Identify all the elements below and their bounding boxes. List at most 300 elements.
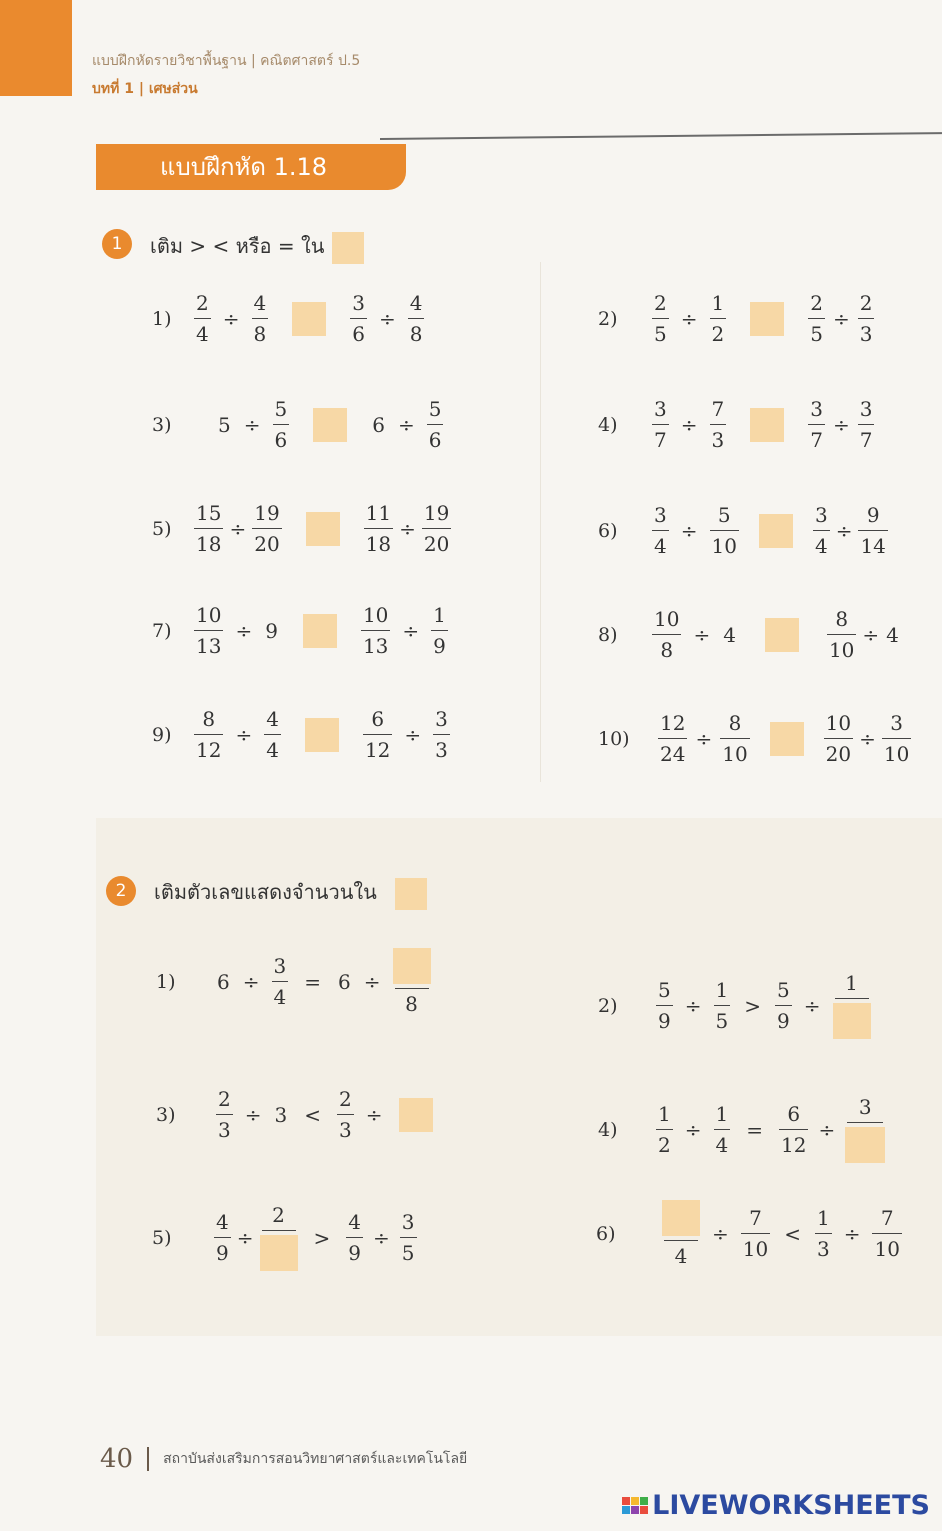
fraction-bar [710, 424, 727, 425]
divide-sign: ÷ [404, 722, 422, 747]
problem-label: 8) [598, 623, 618, 646]
denominator: 12 [781, 1133, 807, 1157]
problem-label: 2) [598, 994, 618, 1017]
fraction [714, 979, 731, 1032]
fraction [824, 712, 853, 765]
numerator: 6 [787, 1102, 801, 1126]
fraction [194, 502, 223, 555]
fraction [346, 1211, 363, 1264]
denominator: 5 [715, 1009, 729, 1033]
s2-problem-3 [156, 1088, 433, 1141]
divide-sign: ÷ [684, 993, 702, 1018]
divide-sign: ÷ [399, 516, 416, 541]
s1-problem-3 [152, 398, 445, 451]
problem-label: 3) [152, 413, 172, 436]
s2-problem-2 [598, 972, 873, 1039]
denominator: 9 [348, 1241, 361, 1265]
denominator: 6 [352, 322, 365, 346]
answer-box[interactable] [393, 948, 431, 984]
problem-label: 4) [598, 413, 618, 436]
fraction [361, 604, 390, 657]
whole-number: 3 [274, 1102, 288, 1127]
denominator: 4 [196, 322, 209, 346]
fraction [350, 292, 367, 345]
divide-sign: ÷ [235, 722, 253, 747]
denominator: 6 [274, 428, 288, 452]
numerator: 8 [835, 607, 849, 631]
page-footer [100, 1444, 467, 1474]
fraction [252, 292, 269, 345]
numerator: 3 [859, 397, 873, 421]
fraction [813, 504, 830, 557]
fraction [815, 1207, 832, 1260]
denominator: 6 [428, 428, 442, 452]
answer-box[interactable] [313, 408, 347, 442]
denominator: 4 [266, 738, 279, 762]
denominator: 4 [814, 534, 828, 558]
denominator: 3 [816, 1237, 830, 1261]
numerator: 10 [362, 603, 389, 627]
fraction-bar [656, 1005, 673, 1006]
fraction [252, 502, 281, 555]
fraction [427, 398, 444, 451]
fraction-bar [252, 318, 269, 319]
s1-problem-1 [152, 292, 426, 345]
section1-number-badge: 1 [102, 229, 132, 259]
fraction [337, 1088, 354, 1141]
fraction-bar [827, 634, 856, 635]
fraction-bar [350, 318, 367, 319]
divide-sign: ÷ [859, 726, 876, 751]
fraction-bar [652, 318, 669, 319]
denominator: 9 [658, 1009, 671, 1033]
fraction [710, 398, 727, 451]
numerator: 2 [218, 1087, 231, 1111]
problem-label: 3) [156, 1103, 176, 1126]
fraction [273, 398, 290, 451]
numerator: 10 [654, 607, 680, 631]
fraction [408, 292, 425, 345]
fraction [775, 979, 792, 1032]
numerator: 3 [654, 503, 667, 527]
divide-sign: ÷ [229, 516, 247, 541]
denominator: 20 [254, 532, 280, 556]
s1-problem-5 [152, 502, 453, 555]
answer-box[interactable] [303, 614, 337, 648]
divider [380, 132, 942, 140]
numerator: 1 [711, 291, 725, 315]
problem-label: 9) [152, 723, 172, 746]
answer-box[interactable] [750, 408, 784, 442]
answer-box[interactable] [833, 1003, 871, 1039]
fraction [264, 708, 281, 761]
numerator: 3 [435, 707, 448, 731]
fraction-bar [400, 1237, 417, 1238]
numerator: 4 [216, 1210, 229, 1234]
fraction [216, 1088, 233, 1141]
s2-problem-4 [598, 1096, 887, 1163]
fraction-bar [363, 734, 392, 735]
problem-label: 10) [598, 727, 630, 750]
denominator: 2 [711, 322, 725, 346]
numerator: 4 [409, 291, 423, 315]
numerator: 5 [428, 397, 442, 421]
numerator: 2 [859, 291, 873, 315]
whole-number: 4 [886, 622, 899, 647]
problem-label: 6) [596, 1222, 616, 1245]
numerator: 3 [401, 1210, 415, 1234]
numerator: 8 [202, 707, 216, 731]
numerator: 3 [858, 1095, 872, 1119]
divide-sign: ÷ [835, 518, 853, 543]
numerator: 9 [866, 503, 880, 527]
relation-sign: < [304, 1102, 321, 1127]
fraction [214, 1211, 231, 1264]
denominator: 3 [859, 322, 873, 346]
fraction-bar [664, 1240, 698, 1241]
s1-problem-9 [152, 708, 452, 761]
answer-box-sample [395, 878, 427, 910]
denominator: 20 [825, 742, 852, 766]
numerator: 10 [825, 711, 852, 735]
numerator: 5 [274, 397, 288, 421]
numerator: 3 [810, 397, 823, 421]
numerator: 7 [749, 1206, 762, 1230]
numerator: 5 [777, 978, 790, 1002]
fraction-bar [813, 530, 830, 531]
fraction-bar [858, 530, 887, 531]
denominator: 4 [715, 1133, 729, 1157]
divide-sign: ÷ [365, 1102, 383, 1127]
divide-sign: ÷ [684, 1117, 702, 1142]
whole-number: 6 [372, 412, 385, 437]
fraction [431, 604, 448, 657]
numerator: 4 [348, 1210, 361, 1234]
fraction-bar [714, 1129, 731, 1130]
answer-box[interactable] [260, 1235, 298, 1271]
fraction-bar [710, 530, 739, 531]
denominator: 13 [196, 634, 222, 658]
fraction [194, 292, 211, 345]
fraction [872, 1207, 901, 1260]
fraction [652, 292, 669, 345]
numerator: 7 [711, 397, 725, 421]
divide-sign: ÷ [236, 1225, 254, 1250]
fraction [433, 708, 450, 761]
divide-sign: ÷ [235, 618, 253, 643]
fraction-bar [652, 424, 669, 425]
denominator: 9 [433, 634, 446, 658]
fraction [662, 1200, 700, 1267]
divide-sign: ÷ [222, 306, 240, 331]
answer-box[interactable] [759, 514, 793, 548]
relation-sign: = [746, 1117, 763, 1142]
liveworksheets-watermark [622, 1490, 930, 1521]
section2-instruction-text: เติมตัวเลขแสดงจำนวนใน [154, 880, 377, 904]
fraction-bar [408, 318, 425, 319]
fraction [364, 502, 393, 555]
fraction-bar [872, 1233, 901, 1234]
fraction-bar [714, 1005, 731, 1006]
fraction [652, 398, 669, 451]
answer-box[interactable] [662, 1200, 700, 1236]
divide-sign: ÷ [363, 969, 381, 994]
denominator: 20 [423, 532, 450, 556]
denominator: 12 [196, 738, 222, 762]
denominator: 18 [365, 532, 392, 556]
answer-box[interactable] [770, 722, 804, 756]
fraction [656, 979, 673, 1032]
fraction-bar [194, 630, 223, 631]
fraction-bar [194, 528, 223, 529]
denominator: 13 [362, 634, 389, 658]
whole-number: 6 [217, 969, 230, 994]
numerator: 2 [272, 1203, 285, 1227]
denominator: 10 [711, 534, 737, 558]
fraction [808, 292, 825, 345]
numerator: 4 [266, 707, 279, 731]
denominator: 4 [674, 1244, 688, 1268]
numerator: 11 [365, 501, 392, 525]
denominator: 8 [660, 638, 674, 662]
numerator: 1 [433, 603, 446, 627]
denominator: 8 [405, 992, 418, 1016]
fraction-bar [431, 630, 448, 631]
numerator: 1 [715, 1102, 729, 1126]
whole-number: 6 [338, 969, 351, 994]
fraction [194, 604, 223, 657]
fraction-bar [658, 738, 687, 739]
problem-label: 1) [156, 970, 176, 993]
answer-box[interactable] [305, 718, 339, 752]
numerator: 10 [196, 603, 222, 627]
fraction [363, 708, 392, 761]
fraction [827, 608, 856, 661]
liveworksheets-logo-icon [622, 1497, 648, 1514]
fraction-bar [273, 424, 290, 425]
whole-number: 5 [218, 412, 231, 437]
whole-number: 4 [723, 622, 736, 647]
denominator: 10 [742, 1237, 769, 1261]
fraction-bar [194, 734, 223, 735]
fraction-bar [720, 738, 749, 739]
numerator: 3 [890, 711, 903, 735]
section2-number-badge: 2 [106, 876, 136, 906]
fraction [710, 292, 727, 345]
answer-box[interactable] [306, 512, 340, 546]
fraction-bar [779, 1129, 808, 1130]
relation-sign: < [784, 1221, 801, 1246]
chapter-header: บทที่ 1 | เศษส่วน [92, 81, 198, 97]
divide-sign: ÷ [373, 1225, 390, 1250]
s2-problem-6 [596, 1200, 904, 1267]
fraction-bar [808, 424, 825, 425]
fraction [808, 398, 825, 451]
corner-tab [0, 0, 72, 96]
numerator: 15 [196, 501, 222, 525]
fraction-bar [858, 424, 875, 425]
divide-sign: ÷ [680, 518, 698, 543]
fraction-bar [741, 1233, 770, 1234]
denominator: 24 [660, 742, 686, 766]
s1-problem-2 [598, 292, 876, 345]
numerator: 6 [371, 707, 385, 731]
fraction [710, 504, 739, 557]
denominator: 9 [777, 1009, 790, 1033]
fraction-bar [656, 1129, 673, 1130]
fraction-bar [433, 734, 450, 735]
numerator: 5 [658, 978, 671, 1002]
footer-separator [147, 1447, 149, 1471]
divide-sign: ÷ [244, 1102, 262, 1127]
divide-sign: ÷ [242, 969, 260, 994]
problem-label: 5) [152, 1226, 172, 1249]
denominator: 7 [810, 428, 823, 452]
fraction-bar [824, 738, 853, 739]
numerator: 1 [658, 1102, 671, 1126]
divide-sign: ÷ [243, 412, 261, 437]
s1-problem-7 [152, 604, 450, 657]
fraction-bar [272, 981, 289, 982]
denominator: 8 [253, 322, 267, 346]
fraction-bar [346, 1237, 363, 1238]
denominator: 4 [654, 534, 667, 558]
answer-box[interactable] [292, 302, 326, 336]
fraction-bar [262, 1230, 296, 1231]
denominator: 3 [339, 1118, 352, 1142]
fraction-bar [858, 318, 875, 319]
fraction [422, 502, 451, 555]
divide-sign: ÷ [803, 993, 821, 1018]
divide-sign: ÷ [818, 1117, 836, 1142]
fraction-bar [710, 318, 727, 319]
problem-label: 4) [598, 1118, 618, 1141]
denominator: 7 [859, 428, 873, 452]
denominator: 7 [654, 428, 667, 452]
fraction-bar [652, 530, 669, 531]
denominator: 3 [218, 1118, 231, 1142]
fraction [858, 504, 887, 557]
problem-label: 1) [152, 307, 172, 330]
denominator: 4 [273, 985, 287, 1009]
denominator: 5 [401, 1241, 415, 1265]
numerator: 3 [273, 954, 287, 978]
s1-problem-4 [598, 398, 876, 451]
s1-problem-8 [598, 608, 902, 661]
denominator: 9 [216, 1241, 229, 1265]
denominator: 10 [828, 638, 855, 662]
denominator: 5 [654, 322, 667, 346]
fraction [260, 1204, 298, 1271]
denominator: 10 [874, 1237, 900, 1261]
answer-box[interactable] [399, 1098, 433, 1132]
fraction [882, 712, 911, 765]
numerator: 2 [339, 1087, 352, 1111]
denominator: 10 [722, 742, 748, 766]
numerator: 2 [196, 291, 209, 315]
fraction [779, 1103, 808, 1156]
fraction-bar [264, 734, 281, 735]
relation-sign: > [744, 993, 761, 1018]
fraction [714, 1103, 731, 1156]
fraction [845, 1096, 885, 1163]
denominator: 18 [196, 532, 222, 556]
problem-label: 2) [598, 307, 618, 330]
numerator: 8 [728, 711, 742, 735]
fraction [272, 955, 289, 1008]
denominator: 2 [658, 1133, 671, 1157]
s2-problem-5 [152, 1204, 419, 1271]
divide-sign: ÷ [693, 622, 711, 647]
fraction-bar [815, 1233, 832, 1234]
numerator: 2 [654, 291, 667, 315]
fraction [393, 948, 431, 1015]
fraction [833, 972, 871, 1039]
relation-sign: = [304, 969, 321, 994]
divide-sign: ÷ [832, 412, 850, 437]
numerator: 3 [352, 291, 365, 315]
fraction-bar [361, 630, 390, 631]
whole-number: 9 [265, 618, 278, 643]
fraction-bar [422, 528, 451, 529]
problem-label: 6) [598, 519, 618, 542]
fraction [658, 712, 687, 765]
fraction-bar [847, 1122, 883, 1123]
fraction [720, 712, 749, 765]
relation-sign: > [313, 1225, 331, 1250]
page-number: 40 [100, 1444, 134, 1474]
numerator: 12 [660, 711, 686, 735]
watermark-text: LIVEWORKSHEETS [652, 1490, 930, 1521]
denominator: 8 [409, 322, 423, 346]
divide-sign: ÷ [402, 618, 420, 643]
denominator: 12 [364, 738, 391, 762]
fraction-bar [252, 528, 281, 529]
answer-box[interactable] [750, 302, 784, 336]
fraction-bar [808, 318, 825, 319]
answer-box[interactable] [765, 618, 799, 652]
fraction-bar [395, 988, 429, 989]
fraction-bar [882, 738, 911, 739]
divide-sign: ÷ [378, 306, 396, 331]
fraction-bar [364, 528, 393, 529]
fraction [652, 504, 669, 557]
denominator: 3 [435, 738, 448, 762]
fraction [194, 708, 223, 761]
numerator: 19 [254, 501, 280, 525]
fraction-bar [835, 998, 869, 999]
fraction [652, 608, 681, 661]
s2-problem-1 [156, 948, 433, 1015]
section2-instruction [154, 876, 427, 910]
answer-box-sample [332, 232, 364, 264]
column-divider [540, 262, 541, 782]
book-header: แบบฝึกหัดรายวิชาพื้นฐาน | คณิตศาสตร์ ป.5 [92, 53, 361, 69]
problem-label: 5) [152, 517, 172, 540]
fraction-bar [775, 1005, 792, 1006]
denominator: 10 [883, 742, 910, 766]
exercise-title: แบบฝึกหัด 1.18 [96, 144, 406, 190]
answer-box[interactable] [845, 1127, 885, 1163]
numerator: 3 [814, 503, 828, 527]
divide-sign: ÷ [695, 726, 713, 751]
divide-sign: ÷ [680, 412, 698, 437]
numerator: 1 [816, 1206, 830, 1230]
section1-instruction [150, 230, 364, 264]
fraction-bar [652, 634, 681, 635]
fraction-bar [214, 1237, 231, 1238]
divide-sign: ÷ [832, 306, 850, 331]
